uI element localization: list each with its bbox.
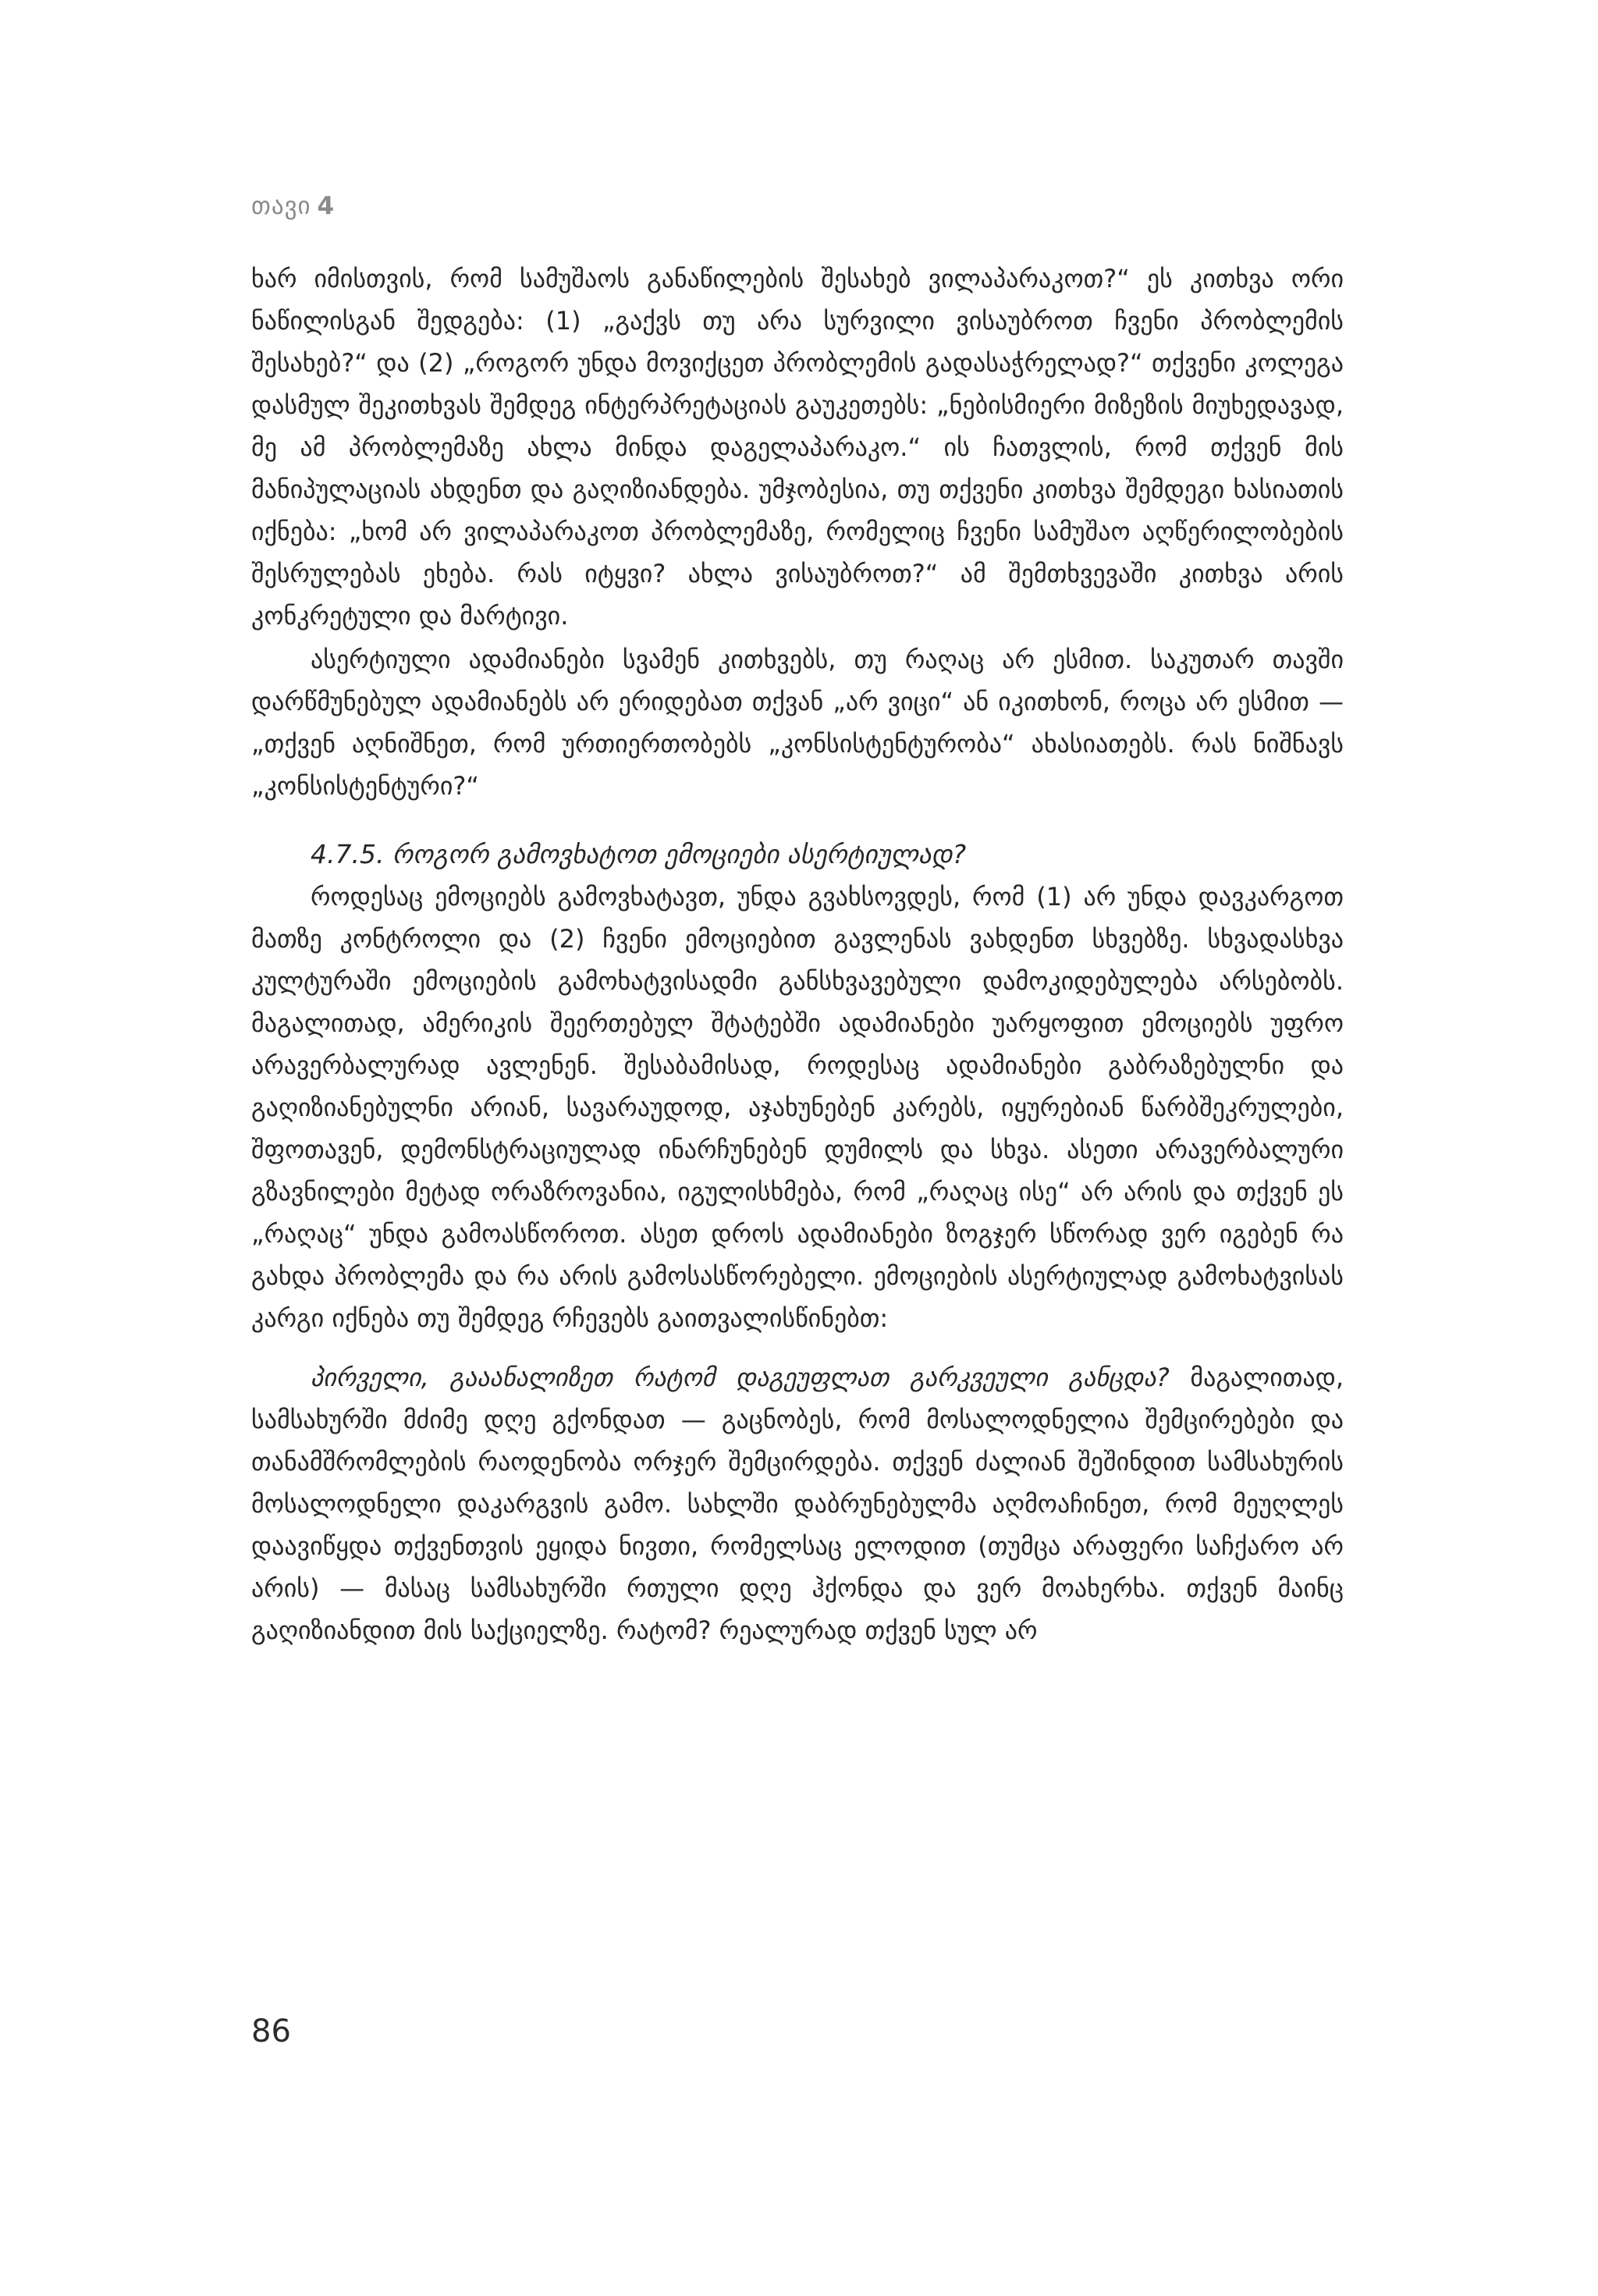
running-header [251,192,335,220]
paragraph-first-advice [251,1356,1344,1651]
paragraph-emotions: როდესაც ემოციებს გამოვხატავთ, უნდა გვახსოვდეს, რომ (1) არ უნდა დავკარგოთ მათზე კონტროლი და (2) ჩვენი ემოციებით გავლენას ვახდენთ სხვებზე. სხვადასხვა კულტურაში ემოციების გამოხატვისადმი განსხვავებული დამოკიდებულება არსებობს. მაგალითად, ამერიკის შეერთებულ შტატებში ადამიანები უარყოფით ემოციებს უფრო არავერბალურად ავლენენ. შესაბამისად, როდესაც ადამიანები გაბრაზებულნი და გაღიზიანებულნი არიან, სავარაუდოდ, აჯახუნებენ კარებს, იყურებიან წარბშეკრულები, შფოთავენ, დემონსტრაციულად ინარჩუნებენ დუმილს და სხვა. ასეთი არავერბალური გზავნილები მეტად ორაზროვანია, იგულისხმება, რომ „რაღაც ისე“ არ არის და თქვენ ეს „რაღაც“ უნდა გამოასწოროთ. ასეთ დროს ადამიანები ზოგჯერ სწორად ვერ იგებენ რა გახდა პრობლემა და რა არის გამოსასწორებელი. ემოციების ასერტიულად გამოხატვისას კარგი იქნება თუ შემდეგ რჩევებს გაითვალისწინებთ: [251,882,1344,1333]
chapter-word: თავი [251,192,311,220]
paragraph-assertive-questions: ასერტიული ადამიანები სვამენ კითხვებს, თუ რაღაც არ ესმით. საკუთარ თავში დარწმუნებულ ადამიანებს არ ერიდებათ თქვან „არ ვიცი“ ან იკითხონ, როცა არ ესმით — „თქვენ აღნიშნეთ, რომ ურთიერთობებს „კონსისტენტურობა“ ახასიათებს. რას ნიშნავს „კონსისტენტური?“ [251,645,1344,801]
advice-body: მაგალითად, სამსახურში მძიმე დღე გქონდათ — გაცნობეს, რომ მოსალოდნელია შემცირებები და თანამშრომლების რაოდენობა ორჯერ შემცირდება. თქვენ ძალიან შეშინდით სამსახურის მოსალოდნელი დაკარგვის გამო. სახლში დაბრუნებულმა აღმოაჩინეთ, რომ მეუღლეს დაავიწყდა თქვენთვის ეყიდა ნივთი, რომელსაც ელოდით (თუმცა არაფერი საჩქარო არ არის) — მასაც სამსახურში რთული დღე ჰქონდა და ვერ მოახერხა. თქვენ მაინც გაღიზიანდით მის საქციელზე. რატომ? რეალურად თქვენ სულ არ [251,1363,1344,1645]
advice-lead: პირველი, გააანალიზეთ რატომ დაგეუფლათ გარკვეული განცდა? [311,1363,1170,1392]
paragraph-continuation: ხარ იმისთვის, რომ სამუშაოს განაწილების შესახებ ვილაპარაკოთ?“ ეს კითხვა ორი ნაწილისგან შედგება: (1) „გაქვს თუ არა სურვილი ვისაუბროთ ჩვენი პრობლემის შესახებ?“ და (2) „როგორ უნდა მოვიქცეთ პრობლემის გადასაჭრელად?“ თქვენი კოლეგა დასმულ შეკითხვას შემდეგ ინტერპრეტაციას გაუკეთებს: „ნებისმიერი მიზეზის მიუხედავად, მე ამ პრობლემაზე ახლა მინდა დაგელაპარაკო.“ ის ჩათვლის, რომ თქვენ მის მანიპულაციას ახდენთ და გაღიზიანდება. უმჯობესია, თუ თქვენი კითხვა შემდეგი ხასიათის იქნება: „ხომ არ ვილაპარაკოთ პრობლემაზე, რომელიც ჩვენი სამუშაო აღწერილობების შესრულებას ეხება. რას იტყვი? ახლა ვისაუბროთ?“ ამ შემთხვევაში კითხვა არის კონკრეტული და მარტივი. [251,264,1344,631]
chapter-number: 4 [317,192,336,220]
page-body [251,258,1344,1653]
page-number: 86 [251,2013,291,2049]
section-heading: 4.7.5. როგორ გამოვხატოთ ემოციები ასერტიულად? [311,839,967,869]
